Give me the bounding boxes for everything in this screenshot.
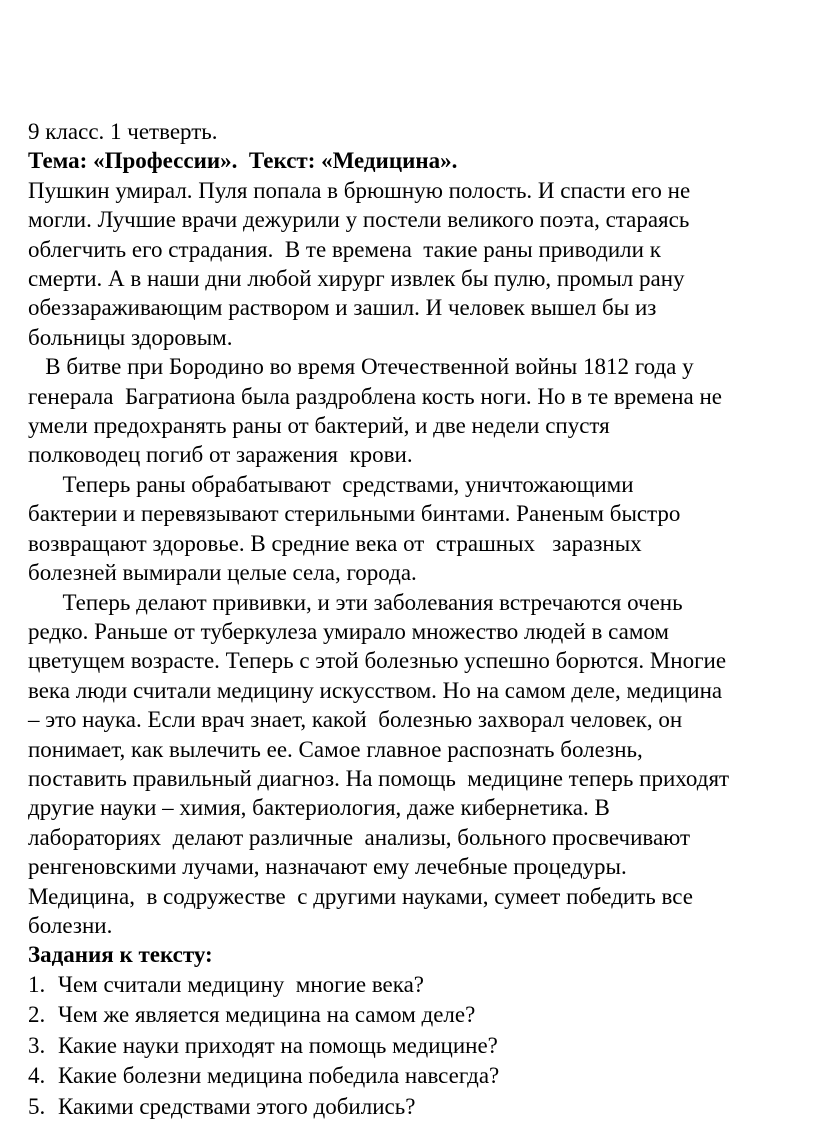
text-line: Пушкин умирал. Пуля попала в брюшную полость. И спасти его не: [28, 177, 691, 203]
task-text: Какими средствами этого добились?: [58, 1093, 416, 1119]
task-number: 1.: [28, 971, 46, 997]
text-line: обеззараживающим раствором и зашил. И человек вышел бы из: [28, 295, 657, 321]
tasks-list: [28, 970, 816, 1123]
text-line: возвращают здоровье. В средние века от страшных заразных: [28, 530, 642, 556]
text-line: болезни.: [28, 912, 113, 938]
text-line: больницы здоровым.: [28, 324, 233, 350]
text-line: лабораториях делают различные анализы, больного просвечивают: [28, 824, 691, 850]
task-item: [28, 1061, 816, 1092]
document-page: [28, 117, 816, 1122]
task-item: [28, 1031, 816, 1062]
task-item: [28, 970, 816, 1001]
task-item: [28, 1000, 816, 1031]
task-text: Чем считали медицину многие века?: [58, 971, 425, 997]
text-line: В битве при Бородино во время Отечественной войны 1812 года у: [28, 354, 694, 380]
text-line: понимает, как вылечить ее. Самое главное распознать болезнь,: [28, 736, 643, 762]
text-line: поставить правильный диагноз. На помощь медицине теперь приходят: [28, 765, 730, 791]
tasks-heading: Задания к тексту:: [28, 942, 213, 968]
text-line: Теперь делают прививки, и эти заболевания встречаются очень: [28, 589, 683, 615]
task-number: 2.: [28, 1002, 46, 1028]
text-line: Теперь раны обрабатывают средствами, уничтожающими: [28, 471, 634, 497]
grade-line: 9 класс. 1 четверть.: [28, 119, 218, 144]
text-line: умели предохранять раны от бактерий, и две недели спустя: [28, 413, 610, 439]
text-line: ренгеновскими лучами, назначают ему лечебные процедуры.: [28, 854, 627, 880]
text-line: бактерии и перевязывают стерильными бинтами. Раненым быстро: [28, 501, 681, 527]
text-line: другие науки – химия, бактериология, даже кибернетика. В: [28, 795, 610, 821]
text-line: века люди считали медицину искусством. Но на самом деле, медицина: [28, 677, 723, 703]
text-line: редко. Раньше от туберкулеза умирало множество людей в самом: [28, 618, 669, 644]
text-body: [28, 176, 816, 941]
task-number: 4.: [28, 1063, 46, 1089]
text-line: смерти. А в наши дни любой хирург извлек бы пулю, промыл рану: [28, 266, 685, 292]
task-number: 3.: [28, 1032, 46, 1058]
topic-line: Тема: «Профессии». Текст: «Медицина».: [28, 148, 458, 174]
task-text: Какие науки приходят на помощь медицине?: [58, 1032, 498, 1058]
task-item: [28, 1092, 816, 1123]
text-line: Медицина, в содружестве с другими науками, сумеет победить все: [28, 883, 693, 909]
text-line: болезней вымирали целые села, города.: [28, 560, 417, 586]
task-number: 5.: [28, 1093, 46, 1119]
text-line: генерала Багратиона была раздроблена кость ноги. Но в те времена не: [28, 383, 723, 409]
text-line: могли. Лучшие врачи дежурили у постели великого поэта, стараясь: [28, 207, 690, 233]
text-line: цветущем возрасте. Теперь с этой болезнью успешно борются. Многие: [28, 648, 727, 674]
text-line: облегчить его страдания. В те времена такие раны приводили к: [28, 236, 661, 262]
task-text: Чем же является медицина на самом деле?: [58, 1002, 476, 1028]
task-text: Какие болезни медицина победила навсегда?: [58, 1063, 500, 1089]
text-line: полководец погиб от заражения крови.: [28, 442, 413, 468]
text-line: – это наука. Если врач знает, какой болезнью захворал человек, он: [28, 707, 683, 733]
